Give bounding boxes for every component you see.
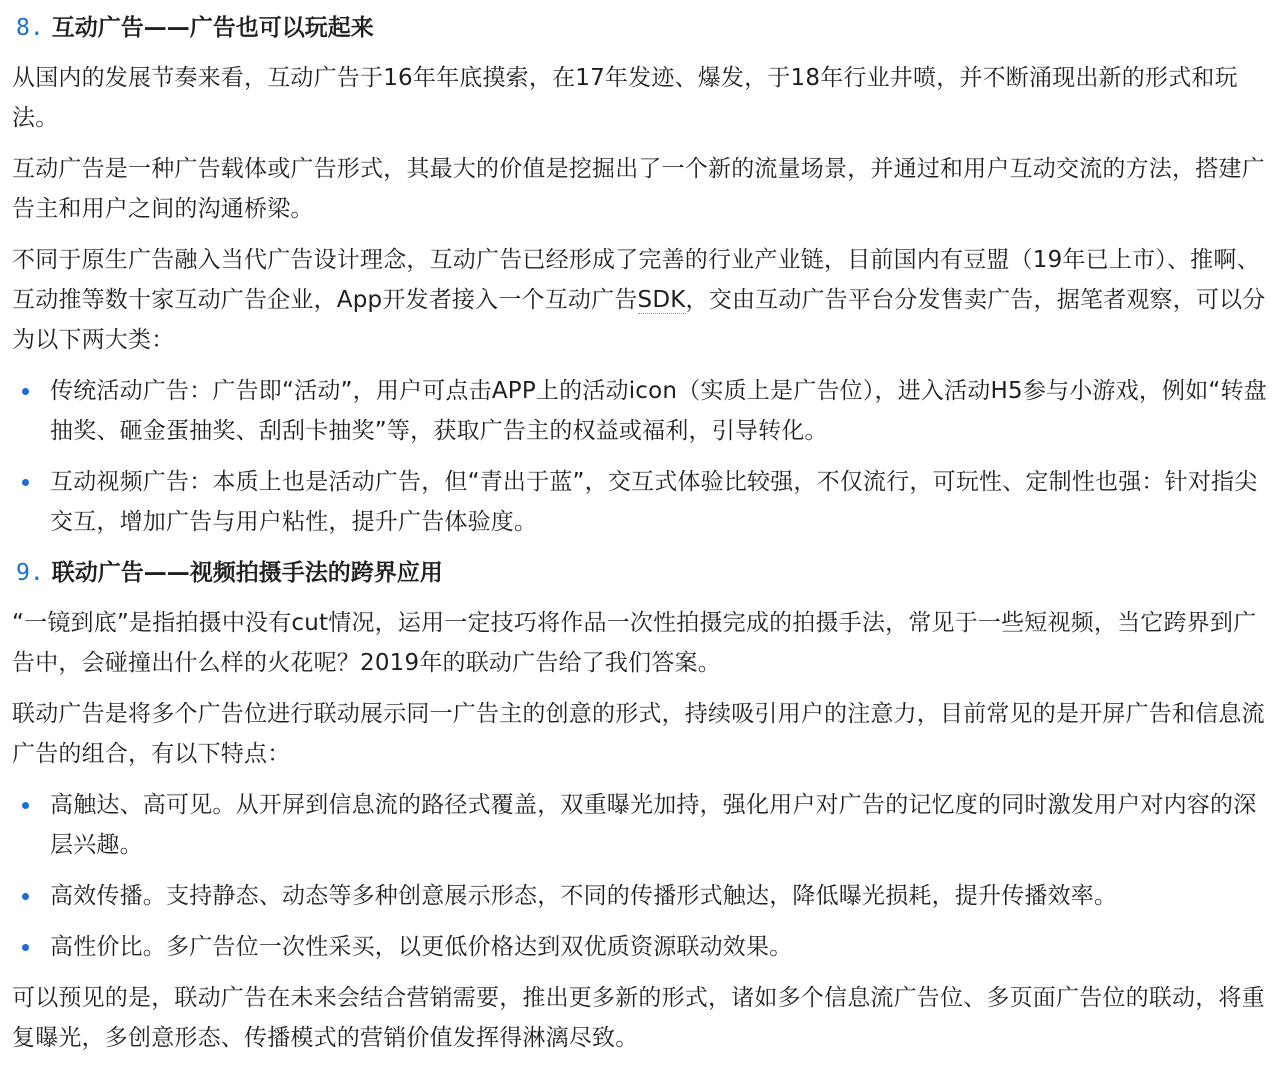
bullet-dot-icon: [22, 893, 29, 900]
list-item: [12, 927, 1267, 967]
paragraph: “一镜到底”是指拍摄中没有cut情况，运用一定技巧将作品一次性拍摄完成的拍摄手法，常见于一些短视频，当它跨界到广告中，会碰撞出什么样的火花呢？2019年的联动广告给了我们答案。: [12, 610, 1257, 676]
bullet-dot-icon: [22, 944, 29, 951]
section-9-heading: [12, 553, 1267, 593]
section-8-bullet-list: [12, 371, 1267, 542]
section-8-title: 互动广告——广告也可以玩起来: [51, 15, 374, 41]
list-item-text: 互动视频广告：本质上也是活动广告，但“青出于蓝”，交互式体验比较强，不仅流行，可玩性、定制性也强：针对指尖交互，增加广告与用户粘性，提升广告体验度。: [50, 469, 1258, 535]
section-9-title: 联动广告——视频拍摄手法的跨界应用: [51, 560, 443, 586]
bullet-dot-icon: [22, 388, 29, 395]
paragraph: 互动广告是一种广告载体或广告形式，其最大的价值是挖掘出了一个新的流量场景，并通过和用户互动交流的方法，搭建广告主和用户之间的沟通桥梁。: [12, 156, 1265, 222]
sdk-term-link[interactable]: SDK: [637, 287, 686, 313]
list-item-text: 高触达、高可见。从开屏到信息流的路径式覆盖，双重曝光加持，强化用户对广告的记忆度的同时激发用户对内容的深层兴趣。: [50, 792, 1257, 858]
list-item-text: 传统活动广告：广告即“活动”，用户可点击APP上的活动icon（实质上是广告位），进入活动H5参与小游戏，例如“转盘抽奖、砸金蛋抽奖、刮刮卡抽奖”等，获取广告主的权益或福利，引导转化。: [50, 378, 1267, 444]
paragraph-text: ，交由互动广告平台分发售卖广告，据笔者观察，可以分为以下两大类：: [12, 287, 1266, 353]
list-item: [12, 462, 1267, 542]
bullet-dot-icon: [22, 479, 29, 486]
paragraph: [12, 240, 1267, 360]
list-item-text: 高效传播。支持静态、动态等多种创意展示形态，不同的传播形式触达，降低曝光损耗，提升传播效率。: [50, 883, 1118, 909]
paragraph: 联动广告是将多个广告位进行联动展示同一广告主的创意的形式，持续吸引用户的注意力，目前常见的是开屏广告和信息流广告的组合，有以下特点：: [12, 701, 1265, 767]
list-item: [12, 371, 1267, 451]
paragraph-text: 不同于原生广告融入当代广告设计理念，互动广告已经形成了完善的行业产业链，目前国内有豆盟（19年已上市）、推啊、互动推等数十家互动广告企业，App开发者接入一个互动广告: [12, 247, 1260, 313]
list-item: [12, 876, 1267, 916]
list-item: [12, 785, 1267, 865]
closing-paragraph: 可以预见的是，联动广告在未来会结合营销需要，推出更多新的形式，诸如多个信息流广告位、多页面广告位的联动，将重复曝光，多创意形态、传播模式的营销价值发挥得淋漓尽致。: [12, 985, 1265, 1051]
section-9-number: 9.: [16, 560, 44, 586]
section-9-bullet-list: [12, 785, 1267, 967]
list-item-text: 高性价比。多广告位一次性采买，以更低价格达到双优质资源联动效果。: [50, 934, 793, 960]
paragraph: 从国内的发展节奏来看，互动广告于16年年底摸索，在17年发迹、爆发，于18年行业井喷，并不断涌现出新的形式和玩法。: [12, 65, 1238, 131]
bullet-dot-icon: [22, 802, 29, 809]
section-8-heading: [12, 8, 1267, 48]
section-8-number: 8.: [16, 15, 44, 41]
